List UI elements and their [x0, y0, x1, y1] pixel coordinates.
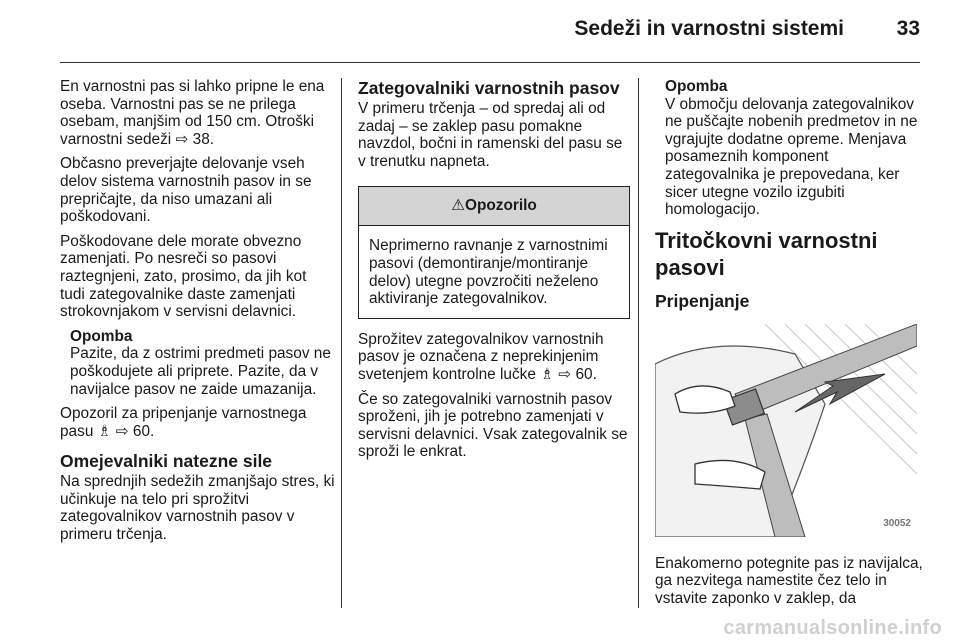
section-heading: Omejevalniki natezne sile	[60, 451, 273, 472]
paragraph: Poškodovane dele morate obvezno zamenjati. Po nesreči so pasovi raztegnjeni, zato, prosimo, da jih kot tudi zategovalnike daste zamenjati strokovnjakom v servisni delavnici.	[60, 232, 307, 321]
seatbelt-illustration	[655, 324, 917, 537]
page-number: 33	[896, 17, 920, 40]
column-middle	[358, 78, 630, 468]
paragraph: Opozoril za pripenjanje varnostnega pasu ♗ ⇨ 60.	[60, 405, 307, 440]
header-title: Sedeži in varnostni sistemi	[574, 17, 844, 40]
subsection-heading: Pripenjanje	[655, 290, 750, 311]
paragraph: Če so zategovalniki varnostnih pasov sproženi, jih je potrebno zamenjati v servisni delavnici. Vsak zategovalnik se sproži le enkrat.	[358, 390, 628, 461]
note-title: Opomba	[665, 78, 728, 95]
paragraph: Enakomerno potegnite pas iz navijalca, ga nezvitega namestite čez telo in vstavite zaponko v zaklep, da	[655, 554, 923, 607]
paragraph: Sprožitev zategovalnikov varnostnih pasov je označena z neprekinjenim svetenjem kontrolne lučke ♗ ⇨ 60.	[358, 330, 604, 383]
page-header	[60, 0, 920, 63]
warning-text: Neprimerno ravnanje z varnostnimi pasovi (demontiranje/montiranje delov) utegne povzročiti neželeno aktiviranje zategovalnikov.	[369, 237, 608, 308]
note-text: Pazite, da z ostrimi predmeti pasov ne poškodujete ali priprete. Pazite, da v navijalce pasov ne zaide umazanija.	[70, 345, 331, 398]
seatbelt-drawing	[655, 324, 917, 537]
paragraph: Občasno preverjajte delovanje vseh delov sistema varnostnih pasov in se prepričajte, da niso umazani ali poškodovani.	[60, 155, 312, 226]
note-title: Opomba	[70, 327, 133, 345]
column-divider	[341, 78, 342, 608]
paragraph: En varnostni pas si lahko pripne le ena oseba. Varnostni pas se ne prilega osebam, manjšim od 150 cm. Otroški varnostni sedeži ⇨ 38.	[60, 78, 325, 148]
watermark: carmanualsonline.info	[723, 617, 942, 639]
warning-title: ⚠Opozorilo	[359, 187, 629, 226]
paragraph: Na sprednjih sedežih zmanjšajo stres, ki učinkuje na telo pri sprožitvi zategovalnikov varnostnih pasov v primeru trčenja.	[60, 473, 335, 544]
section-heading: Zategovalniki varnostnih pasov	[358, 78, 620, 98]
figure-label: 30052	[883, 518, 911, 530]
chapter-heading: Tritočkovni varnostni pasovi	[655, 227, 878, 280]
note-text: V območju delovanja zategovalnikov ne puščajte nobenih predmetov in ne vgrajujte dodatne opreme. Menjava posameznih komponent zategovalnika je prepovedana, ker sicer utegne vozilo izgubiti homologacijo.	[665, 95, 918, 219]
note-block	[70, 328, 335, 398]
paragraph: V primeru trčenja – od spredaj ali od zadaj – se zaklep pasu pomakne navzdol, bočni in ramenski del pasu se v trenutku napneta.	[358, 100, 623, 170]
warning-box	[358, 186, 630, 318]
column-left	[60, 78, 335, 551]
column-right	[655, 78, 923, 615]
column-divider	[638, 78, 639, 608]
note-block	[665, 78, 923, 219]
